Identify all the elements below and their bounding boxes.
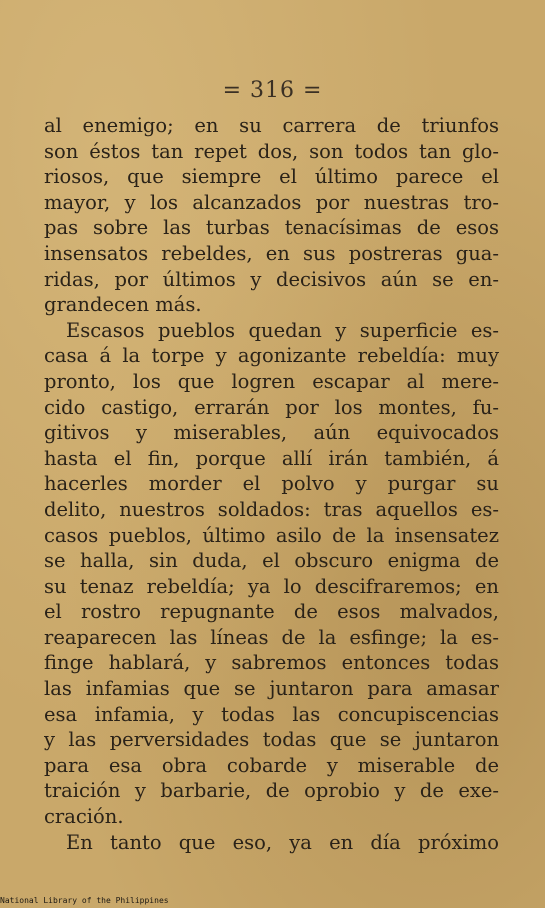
text-line: traición y barbarie, de oprobio y de exe- xyxy=(44,779,499,803)
text-line: pronto, los que logren escapar al mere- xyxy=(44,369,499,393)
page-number: = 316 = xyxy=(222,78,323,103)
library-attribution: National Library of the Philippines xyxy=(0,896,169,905)
text-line: casa á la torpe y agonizante rebeldía: muy xyxy=(44,344,499,368)
text-line: Escasos pueblos quedan y superficie es- xyxy=(66,318,499,342)
text-line: insensatos rebeldes, en sus postreras gua- xyxy=(44,241,499,265)
text-line: se halla, sin duda, el obscuro enigma de xyxy=(44,549,499,573)
text-line: gitivos y miserables, aún equivocados xyxy=(44,421,499,445)
text-line: ridas, por últimos y decisivos aún se en- xyxy=(44,267,499,291)
text-line: casos pueblos, último asilo de la insensatez xyxy=(44,523,499,547)
text-line: grandecen más. xyxy=(44,293,202,317)
text-line: finge hablará, y sabremos entonces todas xyxy=(44,651,499,675)
text-line: mayor, y los alcanzados por nuestras tro- xyxy=(44,190,499,214)
text-line: el rostro repugnante de esos malvados, xyxy=(44,600,499,624)
text-line: delito, nuestros soldados: tras aquellos es- xyxy=(44,497,499,521)
text-line: su tenaz rebeldía; ya lo descifraremos; en xyxy=(44,574,499,598)
text-line: son éstos tan repet dos, son todos tan glo- xyxy=(44,139,499,163)
text-line: esa infamia, y todas las concupiscencias xyxy=(44,702,499,726)
text-line: las infamias que se juntaron para amasar xyxy=(44,677,499,701)
text-line: pas sobre las turbas tenacísimas de esos xyxy=(44,216,499,240)
text-line: En tanto que eso, ya en día próximo xyxy=(66,830,499,854)
text-line: hasta el fin, porque allí irán también, á xyxy=(44,446,499,470)
text-line: hacerles morder el polvo y purgar su xyxy=(44,472,499,496)
text-line: cido castigo, errarán por los montes, fu- xyxy=(44,395,499,419)
text-line: y las perversidades todas que se juntaron xyxy=(44,728,499,752)
text-line: reaparecen las líneas de la esfinge; la es- xyxy=(44,625,499,649)
body-text xyxy=(44,113,499,855)
text-line: para esa obra cobarde y miserable de xyxy=(44,753,499,777)
text-line: al enemigo; en su carrera de triunfos xyxy=(44,114,499,137)
text-line: riosos, que siempre el último parece el xyxy=(44,165,499,189)
text-line: cración. xyxy=(44,805,124,829)
